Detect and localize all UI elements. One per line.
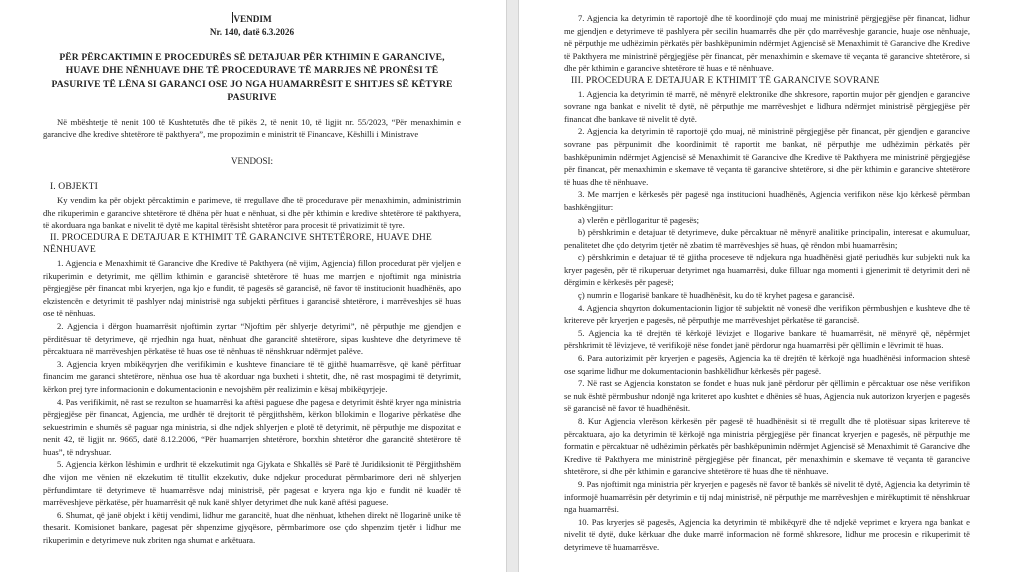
section-3-paragraph-10: 10. Pas kryerjes së pagesës, Agjencia ka detyrimin të mbikëqyrë dhe të ndjekë veprimet e kryera nga bankat e nivelit të dytë, duke kërkuar dhe duke marrë informacion në formë shkresore, lidhur me procesin e rikuperimit të detyrimeve të huamarrësve. <box>564 516 970 552</box>
section-2-paragraph-3: 3. Agjencia kryen mbikëqyrjen dhe verifikimin e kushteve financiare të të gjithë huamarrësve, që kanë përfituar financim me garanci shtetërore, nënhua ose hua të akorduar nga buxheti i shtetit, dhe, në rast mospagimi të detyrimit, kërkon prej tyre informacionin e dokumentacionin e nevojshëm për realizimin e kësaj mbikëqyrjeje. <box>43 358 461 394</box>
document-page-right <box>519 0 1024 572</box>
preamble: Në mbështetje të nenit 100 të Kushtetutës dhe të pikës 2, të nenit 10, të ligjit nr. 55/2023, “Për menaxhimin e garancive dhe kredive shtetërore të pakthyera”, me propozimin e ministrit të Financave, Këshilli i Ministrave <box>43 116 461 140</box>
decision-number: Nr. 140, datë 6.3.2026 <box>209 27 295 37</box>
decides-heading: VENDOSI: <box>231 155 273 166</box>
section-3-paragraph-1: 1. Agjencia ka detyrimin të marrë, në mënyrë elektronike dhe shkresore, raportin mujor për gjendjen e garancive sovrane nga bankat e nivelit të dytë, në përputhje me marrëveshjet e lidhura ndërmjet ministrisë përgjegjëse për financat dhe bankave të nivelit të dytë. <box>564 88 970 124</box>
section-3-paragraph-2: 2. Agjencia ka detyrimin të raportojë çdo muaj, në ministrinë përgjegjëse për financat, për gjendjen e garancive sovrane pas përpunimit dhe koordinimit të raportit me bankat, në përputhje me udhëzimin përkatës për bashkëpunimin ndërmjet Agjencisë së Menaxhimit të Garancive dhe Kredive të Pakthyera me ministrinë përgjegjëse për financat, për menaxhimin e skemave të veçanta të garancive shtetërore, si dhe për kthimin e garancive shtetërore të huas dhe të nënhuave. <box>564 126 970 187</box>
section-2-heading: II. PROCEDURA E DETAJUAR E KTHIMIT TË GARANCIVE SHTETËRORE, HUAVE DHE NËNHUAVE <box>43 231 432 256</box>
section-3-heading: III. PROCEDURA E DETAJUAR E KTHIMIT TË GARANCIVE SOVRANE <box>571 74 880 86</box>
section-3-paragraph-3: 3. Me marrjen e kërkesës për pagesë nga institucioni huadhënës, Agjencia verifikon nëse kjo kërkesë përmban bashkëngjitur: <box>564 189 970 212</box>
section-2-paragraph-1: 1. Agjencia e Menaxhimit të Garancive dhe Kredive të Pakthyera (në vijim, Agjencia) fillon procedurat për vjeljen e rikuperimin e detyrimit, me qëllim kthimin e garancisë shtetërore të huas me marrjen e njoftimit nga ministria përgjegjëse për financat mbi kryerjen, nga kjo e fundit, të pagesës së garancisë, në favor të institucionit huadhënës, apo ekzistencën e detyrimit të pashlyer ndaj ministrisë nga subjekti përfitues i garancisë shtetërore, i marrëveshjes së huas ose të nënhuas. <box>43 257 461 319</box>
decision-title: VENDIM <box>233 14 272 24</box>
section-2-paragraph-7: 7. Agjencia ka detyrimin të raportojë dhe të koordinojë çdo muaj me ministrinë përgjegjëse për financat, lidhur me gjendjen e detyrimeve të pashlyera për secilin huamarrës dhe për çdo marrëveshje garancie, huaje ose nënhuaje, në përputhje me udhëzimin përkatës për bashkëpunimin ndërmjet Agjencisë së Menaxhimit të Garancive dhe Kredive të Pakthyera me ministrinë përgjegjëse për financat, për menaxhimin e skemave të veçanta të garancive shtetërore, si dhe për kthimin e garancive shtetërore të huas e të nënhuave. <box>564 13 970 74</box>
section-2-paragraph-6: 6. Shumat, që janë objekt i këtij vendimi, lidhur me garancitë, huat dhe nënhuat, kthehen direkt në llogarinë unike të thesarit. Komisionet bankare, pagesat për shpenzime gjyqësore, përmbarimore ose çdo shpenzim tjetër i lidhur me rikuperimin e detyrimeve nuk zbriten nga shumat e arkëtuara. <box>43 509 461 546</box>
page-left-content <box>43 12 461 547</box>
page-gutter <box>506 0 519 572</box>
section-3-item-a: a) vlerën e përllogaritur të pagesës; <box>578 214 699 225</box>
page-right-content <box>564 12 970 554</box>
section-3-paragraph-6: 6. Para autorizimit për kryerjen e pagesës, Agjencia ka të drejtën të kërkojë nga huadhënësi informacion shtesë ose sqarime lidhur me dokumentacionin bashkëlidhur kërkesës për pagesë. <box>564 353 970 376</box>
section-3-paragraph-8: 8. Kur Agjencia vlerëson kërkesën për pagesë të huadhënësit si të rregullt dhe të plotësuar sipas kritereve të përcaktuara, ajo ka detyrimin të kërkojë nga ministria përgjegjëse për financat kryerjen e pagesës, në përputhje me formatin e përcaktuar në udhëzimin përkatës për bashkëpunimin ndërmjet Agjencisë së Menaxhimit të Garancive dhe Kredive të Pakthyera me ministrinë përgjegjëse për financat, për menaxhimin e skemave të veçanta të garancive shtetërore, si dhe për kthimin e garancive shtetërore të huas dhe të nënhuave. <box>564 416 970 477</box>
section-1-text: Ky vendim ka për objekt përcaktimin e parimeve, të rregullave dhe të procedurave për menaxhimin, administrimin dhe rikuperimin e garancive shtetërore të dhëna për huat e nënhuat, si dhe për kthimin e kredive shtetërore të pakthyera, të akorduara nga bankat e nivelit të dytë me kapital tërësisht shtetëror para procesit të privatizimit të tyre. <box>43 195 461 231</box>
section-3-paragraph-5: 5. Agjencia ka të drejtën të kërkojë lëvizjet e llogarive bankare të huamarrësit, në mënyrë që, nëpërmjet përshkrimit të lëvizjeve, të verifikojë nëse fondet janë përdorur nga huamarrësi për qëllimin e lëvrimit të huas. <box>564 327 970 351</box>
section-2-paragraph-5: 5. Agjencia kërkon lëshimin e urdhrit të ekzekutimit nga Gjykata e Shkallës së Parë të Juridiksionit të Përgjithshëm dhe vijon me vënien në ekzekutim të titullit ekzekutiv, duke ndjekur procedurat përmbarimore deri në shlyerjen përfundimtare të detyrimeve të huamarrësve ndaj ministrisë, për pagesat e kryera nga kjo e fundit në kuadër të marrëveshjeve përkatëse, për huamarrësit që nuk kanë shlyer detyrimet dhe nuk kanë aftësi paguese. <box>43 459 461 508</box>
document-page-left <box>0 0 506 572</box>
section-3-paragraph-7: 7. Në rast se Agjencia konstaton se fondet e huas nuk janë përdorur për qëllimin e përcaktuar ose nëse verifikon se nuk është përmbushur ndonjë nga kriteret apo kushtet e dhënies së huas, Agjencia nuk autorizon kryerjen e pagesës së garancisë në favor të huadhënësit. <box>564 378 970 414</box>
decision-subject: PËR PËRCAKTIMIN E PROCEDURËS SË DETAJUAR PËR KTHIMIN E GARANCIVE, HUAVE DHE NËNHUAVE DHE TË PROCEDURAVE TË MARRJES NË PRONËSI TË PASURIVE TË LËNA SI GARANCI OSE JO NGA HUAMARRËSIT E SHITJES SË KËTYRE PASURIVE <box>51 52 453 104</box>
section-3-paragraph-4: 4. Agjencia shqyrton dokumentacionin ligjor të subjektit në vonesë dhe verifikon përmbushjen e kushteve dhe të kritereve për kryerjen e pagesës, në përputhje me marrëveshjet përkatëse të garancisë. <box>564 302 970 326</box>
section-3-item-c: c) përshkrimin e detajuar të të gjitha proceseve të ndjekura nga huadhënësi gjatë periudhës kur subjekti nuk ka kryer pagesën, për të rikuperuar detyrimet nga huamarrësi, duke filluar nga momenti i gjenerimit të detyrimit deri në dërgimin e kërkesës për pagesë; <box>564 252 970 288</box>
section-3-item-c-cedilla: ç) numrin e llogarisë bankare të huadhënësit, ku do të kryhet pagesa e garancisë. <box>578 290 855 301</box>
section-2-paragraph-2: 2. Agjencia i dërgon huamarrësit njoftimin zyrtar “Njoftim për shlyerje detyrimi”, në përputhje me gjendjen e përditësuar të detyrimeve, që rrjedhin nga huat, nënhuat dhe garancitë shtetërore, sipas kushteve dhe detyrimeve të përcaktuara në marrëveshjen përkatëse të huas ose të nënhuas të nënshkruar ndërmjet palëve. <box>43 320 461 357</box>
section-2-paragraph-4: 4. Pas verifikimit, në rast se rezulton se huamarrësi ka aftësi paguese dhe pagesa e detyrimit është kryer nga ministria përgjegjëse për financat, Agjencia, me urdhër të drejtorit të përgjithshëm, kërkon bllokimin e llogarive përkatëse dhe sekuestrimin e shumës së paguar nga ministria, si dhe ndjek shlyerjen e plotë të detyrimit, në përputhje me dispozitat e nenit 42, të ligjit nr. 9665, datë 8.12.2006, “Për huamarrjen shtetërore, borxhin shtetëror dhe garancitë shtetërore të huas”, të ndryshuar. <box>43 396 461 457</box>
section-3-paragraph-9: 9. Pas njoftimit nga ministria për kryerjen e pagesës në favor të bankës së nivelit të dytë, Agjencia ka detyrimin të informojë huamarrësin për detyrimin e tij ndaj ministrisë, në përputhje me marrëveshjen e mirëkuptimit të nënshkruar nga huamarrësi. <box>564 478 970 515</box>
section-3-item-b: b) përshkrimin e detajuar të detyrimeve, duke përcaktuar në mënyrë analitike principalin, interesat e akumuluar, penalitetet dhe çdo detyrim tjetër në zbatim të marrëveshjes së huas, që rëndon mbi huamarrësin; <box>564 227 970 250</box>
section-1-heading: I. OBJEKTI <box>50 181 98 193</box>
